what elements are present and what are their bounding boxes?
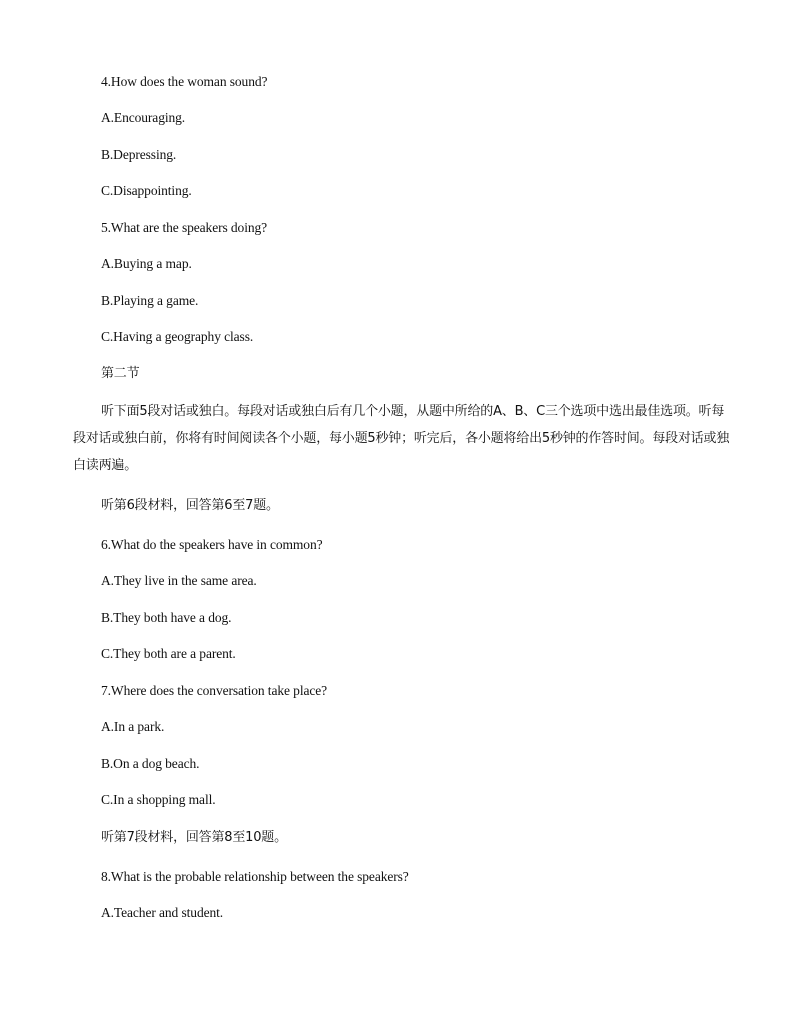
question-8: 8.What is the probable relationship between the speakers? [101, 869, 409, 884]
question-5: 5.What are the speakers doing? [101, 220, 268, 235]
question-5-option-c: C.Having a geography class. [101, 329, 254, 344]
material-7-heading: 听第7段材料，回答第8至10题。 [101, 830, 287, 845]
question-4: 4.How does the woman sound? [101, 74, 268, 89]
question-7-option-b: B.On a dog beach. [101, 756, 200, 771]
question-4-option-b: B.Depressing. [101, 147, 177, 162]
section-heading: 第二节 [101, 366, 140, 381]
question-7-option-c: C.In a shopping mall. [101, 792, 216, 807]
material-6-heading: 听第6段材料，回答第6至7题。 [101, 498, 279, 513]
question-8-option-a: A.Teacher and student. [101, 905, 224, 920]
question-6-option-a: A.They live in the same area. [101, 573, 257, 588]
question-6-option-c: C.They both are a parent. [101, 646, 236, 661]
question-5-option-a: A.Buying a map. [101, 256, 192, 271]
question-4-option-a: A.Encouraging. [101, 110, 186, 125]
question-6-option-b: B.They both have a dog. [101, 610, 232, 625]
section-instructions: 听下面5段对话或独白。每段对话或独白后有几个小题，从题中所给的A、B、C三个选项中选出最佳选项。听每段对话或独白前，你将有时间阅读各个小题，每小题5秒钟；听完后，各小题将给出5秒钟的作答时间。每段对话或独白读两遍。 [73, 404, 730, 473]
question-4-option-c: C.Disappointing. [101, 183, 192, 198]
question-7-option-a: A.In a park. [101, 719, 165, 734]
question-7: 7.Where does the conversation take place? [101, 683, 328, 698]
question-6: 6.What do the speakers have in common? [101, 537, 323, 552]
question-5-option-b: B.Playing a game. [101, 293, 199, 308]
